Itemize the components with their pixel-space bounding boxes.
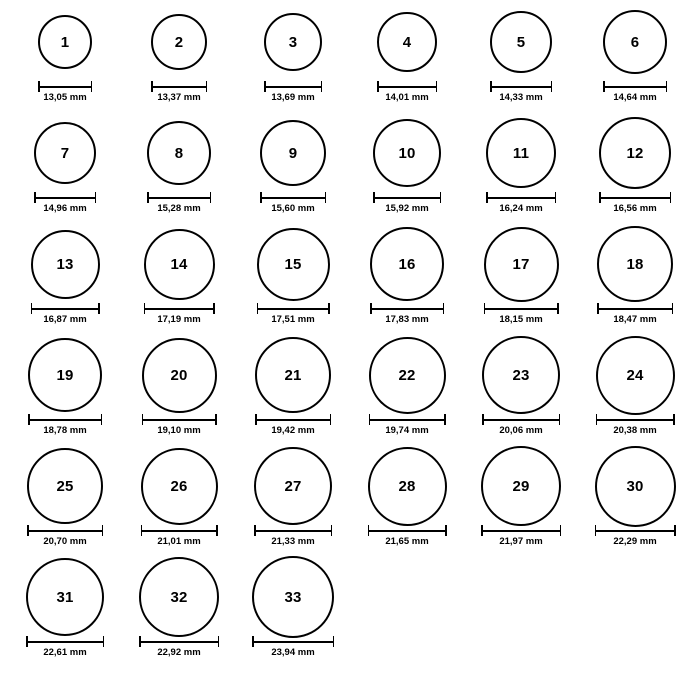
ring-size-cell: [578, 115, 692, 226]
measure-bar: [34, 197, 96, 199]
measure-tick-left: [368, 525, 370, 536]
measure-bar: [254, 530, 332, 532]
diameter-label: 22,29 mm: [613, 536, 657, 547]
measure-tick-right: [670, 192, 672, 203]
diameter-label: 15,60 mm: [271, 203, 315, 214]
measure-tick-left: [597, 303, 599, 314]
diameter-measure-line: [368, 525, 447, 536]
ring-size-cell: [464, 448, 578, 559]
ring-circle: [31, 230, 100, 299]
ring-size-cell: [236, 559, 350, 670]
measure-bar: [147, 197, 211, 199]
ring-circle-wrap: [368, 448, 447, 524]
ring-circle-wrap: [596, 337, 675, 413]
measure-bar: [369, 419, 446, 421]
measure-tick-left: [484, 303, 486, 314]
ring-size-label: 4: [402, 33, 412, 51]
measure-tick-right: [443, 303, 445, 314]
diameter-label: 17,51 mm: [271, 314, 315, 325]
ring-circle: [484, 227, 559, 302]
ring-circle-wrap: [595, 448, 676, 524]
ring-circle: [597, 226, 673, 302]
ring-circle-wrap: [486, 115, 556, 191]
diameter-label: 14,96 mm: [43, 203, 87, 214]
measure-tick-right: [555, 192, 557, 203]
diameter-measure-line: [377, 81, 437, 92]
ring-size-label: 8: [174, 144, 184, 162]
measure-tick-left: [255, 414, 257, 425]
ring-circle-wrap: [482, 337, 560, 413]
ring-size-cell: [122, 559, 236, 670]
ring-circle: [38, 15, 92, 69]
measure-bar: [27, 530, 103, 532]
ring-circle: [34, 122, 96, 184]
measure-bar: [144, 308, 215, 310]
ring-size-cell: [464, 115, 578, 226]
ring-size-cell: [236, 115, 350, 226]
measure-bar: [257, 308, 330, 310]
ring-circle-wrap: [142, 337, 217, 413]
diameter-label: 16,87 mm: [43, 314, 87, 325]
ring-size-label: 21: [284, 366, 302, 384]
ring-circle: [596, 336, 675, 415]
measure-bar: [490, 86, 552, 88]
ring-circle-wrap: [481, 448, 561, 524]
ring-size-label: 16: [398, 255, 416, 273]
measure-tick-right: [210, 192, 212, 203]
diameter-measure-line: [369, 414, 446, 425]
ring-size-label: 24: [626, 366, 644, 384]
diameter-measure-line: [481, 525, 561, 536]
diameter-measure-line: [147, 192, 211, 203]
ring-size-cell: [578, 337, 692, 448]
ring-size-cell: [236, 448, 350, 559]
ring-size-label: 6: [630, 33, 640, 51]
measure-bar: [260, 197, 326, 199]
diameter-measure-line: [370, 303, 444, 314]
measure-tick-right: [445, 525, 447, 536]
ring-size-label: 13: [56, 255, 74, 273]
diameter-measure-line: [482, 414, 560, 425]
measure-tick-right: [213, 303, 215, 314]
diameter-measure-line: [142, 414, 217, 425]
ring-circle: [369, 337, 446, 414]
diameter-measure-line: [144, 303, 215, 314]
measure-bar: [597, 308, 673, 310]
diameter-label: 20,38 mm: [613, 425, 657, 436]
ring-size-cell: [236, 226, 350, 337]
measure-tick-right: [215, 414, 217, 425]
measure-tick-right: [216, 525, 218, 536]
diameter-label: 14,33 mm: [499, 92, 543, 103]
measure-tick-right: [673, 414, 675, 425]
measure-tick-right: [218, 636, 220, 647]
diameter-label: 22,61 mm: [43, 647, 87, 658]
measure-tick-right: [551, 81, 553, 92]
ring-size-label: 18: [626, 255, 644, 273]
measure-tick-left: [595, 525, 597, 536]
measure-bar: [252, 641, 334, 643]
diameter-measure-line: [34, 192, 96, 203]
diameter-label: 20,06 mm: [499, 425, 543, 436]
ring-size-cell: [350, 337, 464, 448]
ring-size-cell: [350, 4, 464, 115]
measure-tick-right: [444, 414, 446, 425]
measure-bar: [141, 530, 218, 532]
measure-tick-left: [28, 414, 30, 425]
diameter-measure-line: [603, 81, 667, 92]
diameter-measure-line: [373, 192, 441, 203]
diameter-label: 14,64 mm: [613, 92, 657, 103]
measure-tick-right: [206, 81, 208, 92]
diameter-measure-line: [31, 303, 100, 314]
diameter-label: 13,05 mm: [43, 92, 87, 103]
diameter-label: 13,69 mm: [271, 92, 315, 103]
ring-circle-wrap: [31, 226, 100, 302]
measure-tick-right: [559, 414, 561, 425]
diameter-measure-line: [597, 303, 673, 314]
ring-size-label: 22: [398, 366, 416, 384]
measure-tick-right: [325, 192, 327, 203]
measure-tick-left: [599, 192, 601, 203]
ring-size-cell: [8, 226, 122, 337]
measure-tick-left: [151, 81, 153, 92]
ring-size-label: 2: [174, 33, 184, 51]
measure-tick-left: [486, 192, 488, 203]
ring-circle-wrap: [26, 559, 104, 635]
ring-size-label: 31: [56, 588, 74, 606]
measure-tick-left: [144, 303, 146, 314]
ring-size-label: 15: [284, 255, 302, 273]
ring-circle-wrap: [139, 559, 219, 635]
diameter-measure-line: [141, 525, 218, 536]
measure-bar: [264, 86, 322, 88]
ring-circle: [141, 448, 218, 525]
ring-circle: [144, 229, 215, 300]
diameter-measure-line: [27, 525, 103, 536]
measure-bar: [142, 419, 217, 421]
ring-size-label: 10: [398, 144, 416, 162]
diameter-label: 18,78 mm: [43, 425, 87, 436]
ring-circle-wrap: [151, 4, 207, 80]
measure-tick-left: [369, 414, 371, 425]
ring-circle: [370, 227, 444, 301]
measure-tick-right: [333, 636, 335, 647]
ring-circle-wrap: [370, 226, 444, 302]
diameter-measure-line: [151, 81, 207, 92]
ring-circle: [147, 121, 211, 185]
diameter-label: 18,47 mm: [613, 314, 657, 325]
measure-tick-right: [440, 192, 442, 203]
ring-size-label: 26: [170, 477, 188, 495]
ring-circle-wrap: [144, 226, 215, 302]
ring-size-cell: [122, 4, 236, 115]
measure-tick-right: [436, 81, 438, 92]
diameter-measure-line: [252, 636, 334, 647]
ring-circle: [377, 12, 437, 72]
ring-circle: [368, 447, 447, 526]
ring-circle: [28, 338, 102, 412]
diameter-label: 17,19 mm: [157, 314, 201, 325]
diameter-label: 18,15 mm: [499, 314, 543, 325]
ring-size-label: 3: [288, 33, 298, 51]
measure-bar: [377, 86, 437, 88]
measure-tick-left: [38, 81, 40, 92]
ring-size-label: 5: [516, 33, 526, 51]
measure-tick-right: [103, 636, 105, 647]
ring-circle-wrap: [597, 226, 673, 302]
ring-size-cell: [8, 448, 122, 559]
ring-circle-wrap: [260, 115, 326, 191]
ring-circle: [26, 558, 104, 636]
ring-size-label: 28: [398, 477, 416, 495]
diameter-measure-line: [484, 303, 559, 314]
ring-size-cell: [122, 226, 236, 337]
ring-size-label: 19: [56, 366, 74, 384]
ring-size-label: 14: [170, 255, 188, 273]
ring-circle: [255, 337, 331, 413]
diameter-measure-line: [255, 414, 331, 425]
measure-tick-right: [95, 192, 97, 203]
diameter-label: 21,97 mm: [499, 536, 543, 547]
measure-tick-left: [252, 636, 254, 647]
diameter-label: 16,56 mm: [613, 203, 657, 214]
ring-size-cell: [350, 115, 464, 226]
ring-size-cell: [8, 559, 122, 670]
ring-size-label: 27: [284, 477, 302, 495]
ring-circle: [599, 117, 671, 189]
measure-tick-right: [91, 81, 93, 92]
diameter-measure-line: [595, 525, 676, 536]
measure-tick-left: [482, 414, 484, 425]
diameter-label: 22,92 mm: [157, 647, 201, 658]
ring-size-cell: [122, 448, 236, 559]
measure-tick-right: [101, 414, 103, 425]
ring-size-cell: [8, 115, 122, 226]
measure-bar: [28, 419, 102, 421]
ring-size-cell: [350, 226, 464, 337]
measure-bar: [151, 86, 207, 88]
ring-size-cell: [122, 337, 236, 448]
diameter-measure-line: [486, 192, 556, 203]
ring-circle-wrap: [377, 4, 437, 80]
diameter-label: 15,92 mm: [385, 203, 429, 214]
measure-bar: [599, 197, 671, 199]
ring-circle: [264, 13, 322, 71]
measure-tick-right: [328, 303, 330, 314]
measure-bar: [484, 308, 559, 310]
ring-circle-wrap: [599, 115, 671, 191]
measure-bar: [26, 641, 104, 643]
ring-size-label: 30: [626, 477, 644, 495]
measure-bar: [373, 197, 441, 199]
diameter-label: 13,37 mm: [157, 92, 201, 103]
measure-tick-left: [260, 192, 262, 203]
measure-tick-left: [373, 192, 375, 203]
ring-circle: [490, 11, 552, 73]
ring-circle: [482, 336, 560, 414]
ring-circle: [142, 338, 217, 413]
ring-size-label: 25: [56, 477, 74, 495]
measure-tick-left: [141, 525, 143, 536]
measure-bar: [481, 530, 561, 532]
measure-bar: [139, 641, 219, 643]
diameter-measure-line: [257, 303, 330, 314]
measure-tick-left: [370, 303, 372, 314]
ring-circle: [139, 557, 219, 637]
diameter-measure-line: [38, 81, 92, 92]
ring-size-cell: [578, 4, 692, 115]
measure-bar: [486, 197, 556, 199]
diameter-label: 23,94 mm: [271, 647, 315, 658]
ring-circle: [151, 14, 207, 70]
ring-circle-wrap: [490, 4, 552, 80]
measure-tick-right: [331, 525, 333, 536]
diameter-label: 21,65 mm: [385, 536, 429, 547]
ring-circle-wrap: [255, 337, 331, 413]
diameter-label: 21,33 mm: [271, 536, 315, 547]
diameter-label: 21,01 mm: [157, 536, 201, 547]
diameter-measure-line: [596, 414, 675, 425]
measure-bar: [38, 86, 92, 88]
measure-bar: [482, 419, 560, 421]
measure-tick-right: [560, 525, 562, 536]
diameter-label: 17,83 mm: [385, 314, 429, 325]
ring-size-label: 11: [512, 144, 530, 162]
diameter-label: 19,10 mm: [157, 425, 201, 436]
diameter-label: 19,74 mm: [385, 425, 429, 436]
diameter-label: 14,01 mm: [385, 92, 429, 103]
measure-tick-left: [139, 636, 141, 647]
ring-circle: [595, 446, 676, 527]
measure-bar: [603, 86, 667, 88]
ring-size-cell: [578, 226, 692, 337]
ring-circle-wrap: [603, 4, 667, 80]
measure-tick-right: [666, 81, 668, 92]
ring-circle: [373, 119, 441, 187]
measure-tick-left: [147, 192, 149, 203]
diameter-measure-line: [28, 414, 102, 425]
measure-tick-right: [321, 81, 323, 92]
ring-size-label: 9: [288, 144, 298, 162]
ring-size-label: 7: [60, 144, 70, 162]
ring-circle: [486, 118, 556, 188]
measure-bar: [368, 530, 447, 532]
ring-size-cell: [236, 4, 350, 115]
ring-circle-wrap: [34, 115, 96, 191]
measure-tick-right: [98, 303, 100, 314]
ring-circle-wrap: [147, 115, 211, 191]
measure-bar: [31, 308, 100, 310]
measure-tick-left: [481, 525, 483, 536]
measure-tick-right: [102, 525, 104, 536]
ring-size-label: 29: [512, 477, 530, 495]
diameter-measure-line: [490, 81, 552, 92]
measure-bar: [595, 530, 676, 532]
ring-circle-wrap: [252, 559, 334, 635]
diameter-measure-line: [26, 636, 104, 647]
diameter-label: 16,24 mm: [499, 203, 543, 214]
ring-size-label: 20: [170, 366, 188, 384]
measure-tick-left: [377, 81, 379, 92]
ring-circle-wrap: [484, 226, 559, 302]
measure-tick-left: [142, 414, 144, 425]
measure-tick-right: [330, 414, 332, 425]
ring-size-label: 17: [512, 255, 530, 273]
measure-tick-left: [27, 525, 29, 536]
measure-tick-left: [264, 81, 266, 92]
ring-circle: [260, 120, 326, 186]
diameter-measure-line: [260, 192, 326, 203]
ring-circle-wrap: [28, 337, 102, 413]
measure-tick-left: [257, 303, 259, 314]
diameter-label: 15,28 mm: [157, 203, 201, 214]
ring-size-label: 32: [170, 588, 188, 606]
measure-tick-left: [490, 81, 492, 92]
ring-size-label: 23: [512, 366, 530, 384]
ring-size-cell: [578, 448, 692, 559]
ring-circle: [481, 446, 561, 526]
diameter-measure-line: [254, 525, 332, 536]
ring-circle: [603, 10, 667, 74]
ring-circle-wrap: [264, 4, 322, 80]
ring-circle: [257, 228, 330, 301]
diameter-label: 20,70 mm: [43, 536, 87, 547]
diameter-label: 19,42 mm: [271, 425, 315, 436]
ring-circle-wrap: [38, 4, 92, 80]
ring-circle-wrap: [369, 337, 446, 413]
ring-size-cell: [8, 4, 122, 115]
measure-tick-right: [557, 303, 559, 314]
measure-tick-left: [254, 525, 256, 536]
diameter-measure-line: [139, 636, 219, 647]
ring-circle: [254, 447, 332, 525]
ring-circle-wrap: [373, 115, 441, 191]
measure-tick-left: [31, 303, 33, 314]
measure-tick-left: [26, 636, 28, 647]
ring-size-cell: [236, 337, 350, 448]
measure-tick-left: [603, 81, 605, 92]
measure-tick-left: [596, 414, 598, 425]
measure-bar: [370, 308, 444, 310]
ring-circle-wrap: [27, 448, 103, 524]
measure-tick-right: [674, 525, 676, 536]
ring-size-cell: [464, 337, 578, 448]
ring-circle-wrap: [257, 226, 330, 302]
measure-tick-left: [34, 192, 36, 203]
ring-circle-wrap: [254, 448, 332, 524]
ring-size-cell: [464, 4, 578, 115]
ring-circle-wrap: [141, 448, 218, 524]
ring-size-cell: [464, 226, 578, 337]
ring-size-label: 1: [60, 33, 70, 51]
ring-size-cell: [122, 115, 236, 226]
ring-size-label: 33: [284, 588, 302, 606]
ring-size-cell: [350, 448, 464, 559]
ring-circle: [27, 448, 103, 524]
diameter-measure-line: [599, 192, 671, 203]
ring-size-label: 12: [626, 144, 644, 162]
measure-bar: [255, 419, 331, 421]
ring-size-cell: [8, 337, 122, 448]
measure-tick-right: [672, 303, 674, 314]
ring-circle: [252, 556, 334, 638]
diameter-measure-line: [264, 81, 322, 92]
measure-bar: [596, 419, 675, 421]
